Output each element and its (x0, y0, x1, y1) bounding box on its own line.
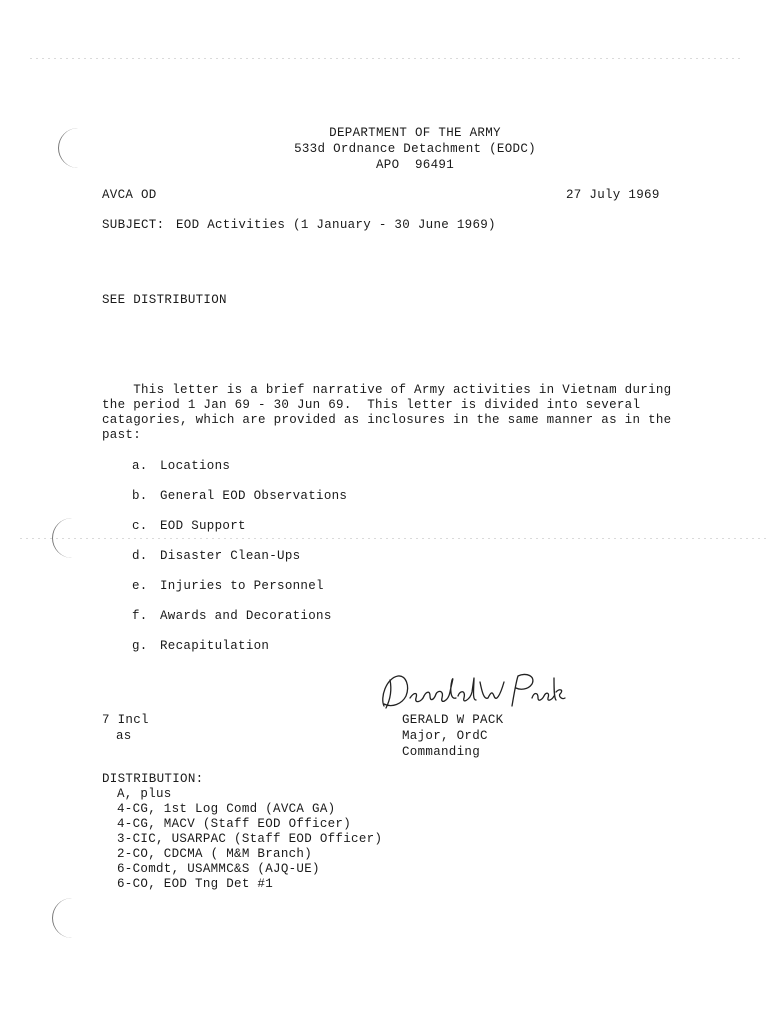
body-line: catagories, which are provided as inclosures in the same manner as in the (102, 413, 672, 427)
punch-hole-mark-middle (52, 518, 75, 558)
punch-hole-mark-bottom (52, 898, 75, 938)
list-item (132, 549, 300, 563)
letterhead-apo: APO 96491 (375, 158, 454, 172)
list-item-text: Injuries to Personnel (160, 579, 324, 593)
addressee: SEE DISTRIBUTION (102, 293, 227, 307)
signer-rank: Major, OrdC (402, 729, 488, 743)
letterhead-unit: 533d Ordnance Detachment (EODC) (294, 142, 536, 156)
list-item (132, 489, 347, 503)
distribution-heading: DISTRIBUTION: (102, 772, 204, 786)
signer-name: GERALD W PACK (402, 713, 504, 727)
list-item-letter: e. (132, 579, 148, 593)
distribution-line: A, plus (117, 787, 172, 801)
body-line: the period 1 Jan 69 - 30 Jun 69. This letter is divided into several (102, 398, 641, 412)
list-item (132, 639, 269, 653)
list-item-letter: a. (132, 459, 148, 473)
subject-text: EOD Activities (1 January - 30 June 1969) (176, 218, 496, 232)
distribution-line: 6-CO, EOD Tng Det #1 (117, 877, 274, 891)
list-item-text: EOD Support (160, 519, 246, 533)
distribution-line: 2-CO, CDCMA ( M&M Branch) (117, 847, 313, 861)
punch-hole-mark-top (58, 128, 81, 168)
list-item-text: Recapitulation (160, 639, 270, 653)
list-item-letter: d. (132, 549, 148, 563)
body-line: This letter is a brief narrative of Army activities in Vietnam during (102, 383, 672, 397)
body-line: past: (102, 428, 142, 442)
list-item (132, 519, 246, 533)
list-item-text: General EOD Observations (160, 489, 348, 503)
distribution-line: 6-Comdt, USAMMC&S (AJQ-UE) (117, 862, 320, 876)
inclosure-count-suffix: as (116, 729, 132, 743)
list-item-letter: g. (132, 639, 148, 653)
letterhead-department: DEPARTMENT OF THE ARMY (329, 126, 501, 140)
list-item-letter: c. (132, 519, 148, 533)
list-item-letter: b. (132, 489, 148, 503)
list-item (132, 579, 324, 593)
scan-artifact-middle-line (20, 538, 768, 539)
scan-artifact-top-line (30, 58, 740, 59)
list-item-text: Awards and Decorations (160, 609, 332, 623)
distribution-line: 3-CIC, USARPAC (Staff EOD Officer) (117, 832, 383, 846)
list-item-letter: f. (132, 609, 148, 623)
office-symbol: AVCA OD (102, 188, 157, 202)
signer-title: Commanding (402, 745, 481, 759)
list-item-text: Disaster Clean-Ups (160, 549, 301, 563)
subject-label: SUBJECT: (102, 218, 165, 232)
inclosure-count: 7 Incl (102, 713, 149, 727)
distribution-line: 4-CG, 1st Log Comd (AVCA GA) (117, 802, 336, 816)
list-item-text: Locations (160, 459, 231, 473)
letter-date: 27 July 1969 (566, 188, 660, 202)
list-item (132, 609, 332, 623)
distribution-line: 4-CG, MACV (Staff EOD Officer) (117, 817, 352, 831)
handwritten-signature (376, 668, 566, 714)
list-item (132, 459, 230, 473)
